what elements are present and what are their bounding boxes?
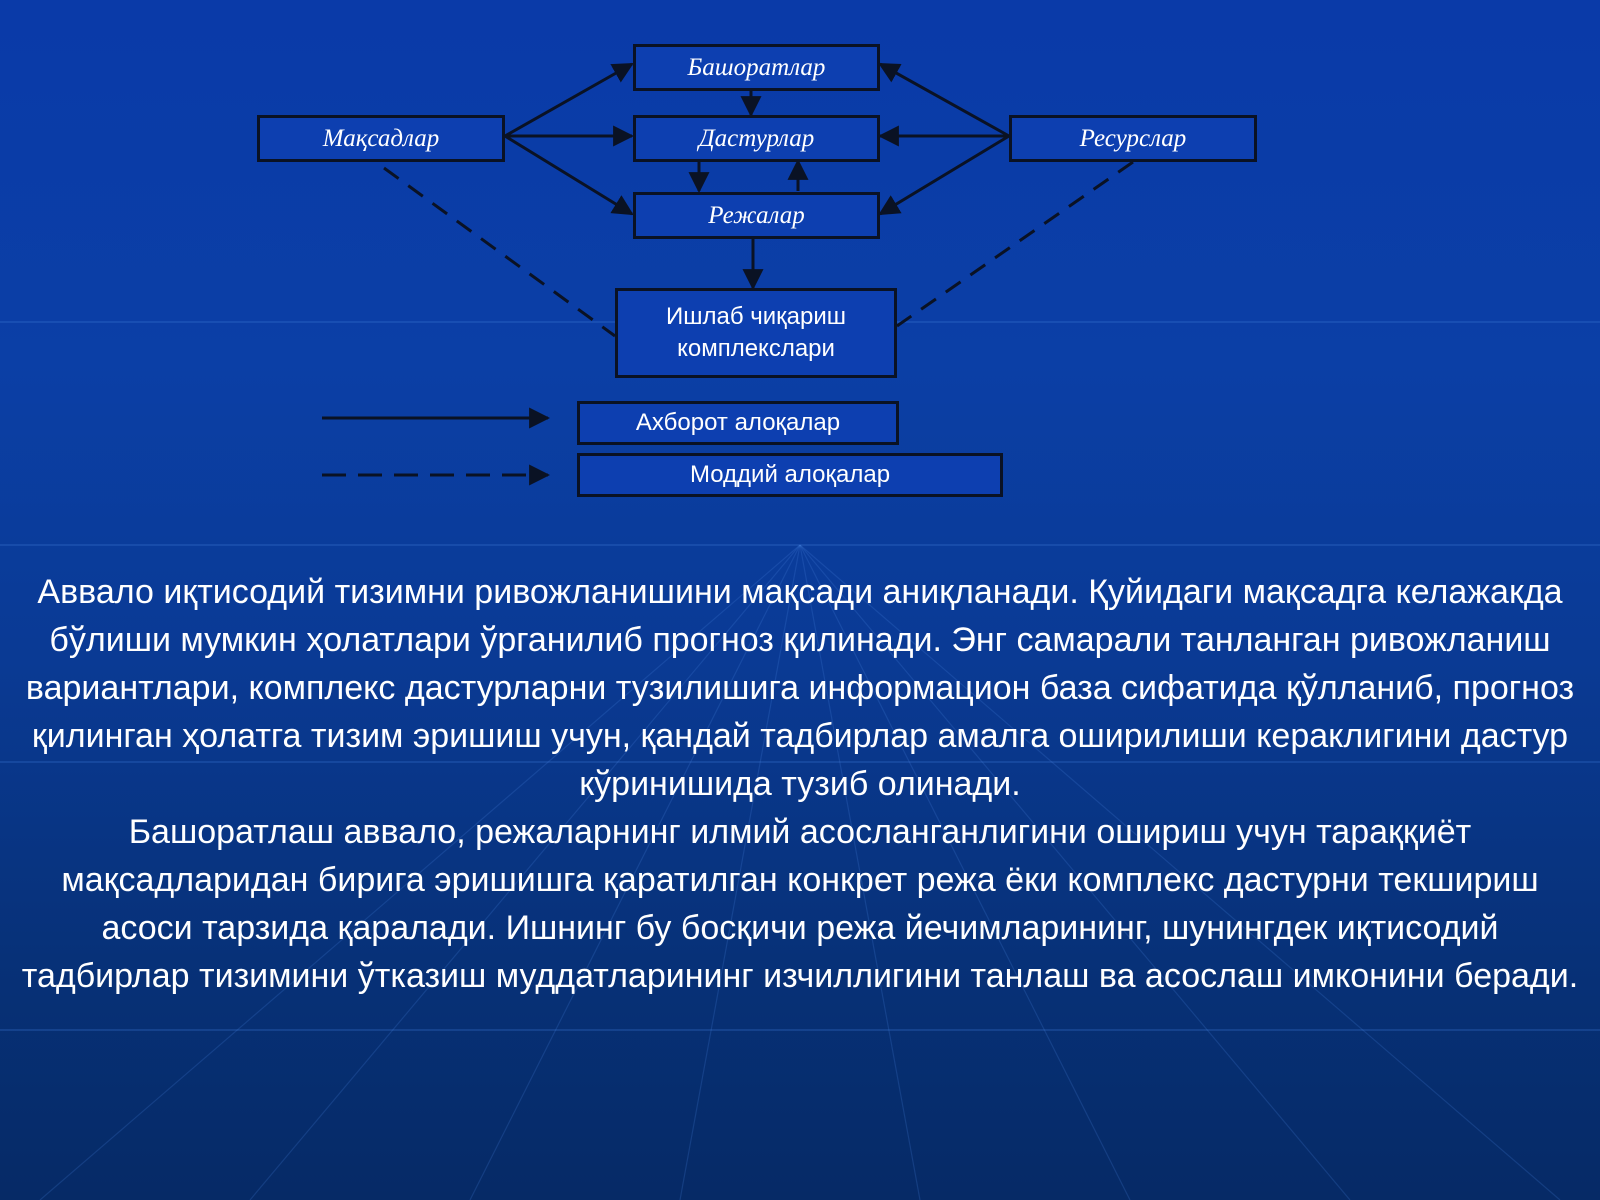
legend-information-links-label: Ахборот алоқалар bbox=[635, 409, 841, 436]
node-forecasts bbox=[633, 44, 880, 91]
node-programs-label: Дастурлар bbox=[698, 124, 815, 152]
node-goals bbox=[257, 115, 505, 162]
node-forecasts-label: Башоратлар bbox=[687, 53, 826, 81]
legend-material-links-label: Моддий алоқалар bbox=[689, 461, 891, 488]
node-plans-label: Режалар bbox=[708, 201, 805, 229]
node-resources-label: Ресурслар bbox=[1079, 124, 1187, 152]
arrow-goals-plans bbox=[505, 136, 632, 214]
node-goals-label: Мақсадлар bbox=[322, 124, 440, 152]
node-programs bbox=[633, 115, 880, 162]
node-plans bbox=[633, 192, 880, 239]
node-production-line2: комплекслари bbox=[677, 335, 835, 362]
paragraph-1: Аввало иқтисодий тизимни ривожланишини мақсади аниқланади. Қуйидаги мақсадга келажакда бўлиши мумкин ҳолатлари ўрганилиб прогноз қилинади. Энг самарали танланган ривожланиш вариантлари, комплекс дастурларни тузилишига информацион база сифатида қўлланиб, прогноз қилинган ҳолатга тизим эришиш учун, қандай тадбирлар амалга оширилиши кераклигини дастур кўринишида тузиб олинади. bbox=[25, 573, 1575, 803]
dashed-resources-production bbox=[897, 162, 1133, 326]
legend-material-links bbox=[577, 453, 1003, 497]
paragraph-2: Башоратлаш аввало, режаларнинг илмий асосланганлигини ошириш учун тараққиёт мақсадларидан бирига эришишга қаратилган конкрет режа ёки комплекс дастурни текшириш асоси тарзида қаралади. Ишнинг бу босқичи режа йечимларининг, шунингдек иқтисодий тадбирлар тизимини ўтказиш муддатларининг изчиллигини танлаш ва асослаш имконини беради. bbox=[21, 813, 1579, 995]
node-production-complexes bbox=[615, 288, 897, 378]
legend-information-links bbox=[577, 401, 899, 445]
body-text bbox=[16, 568, 1584, 1000]
arrow-goals-forecasts bbox=[505, 64, 632, 136]
arrow-resources-plans bbox=[880, 136, 1009, 214]
node-resources bbox=[1009, 115, 1257, 162]
dashed-goals-production bbox=[384, 168, 615, 336]
node-production-line1: Ишлаб чиқариш bbox=[665, 303, 847, 330]
arrow-resources-forecasts bbox=[880, 64, 1009, 136]
